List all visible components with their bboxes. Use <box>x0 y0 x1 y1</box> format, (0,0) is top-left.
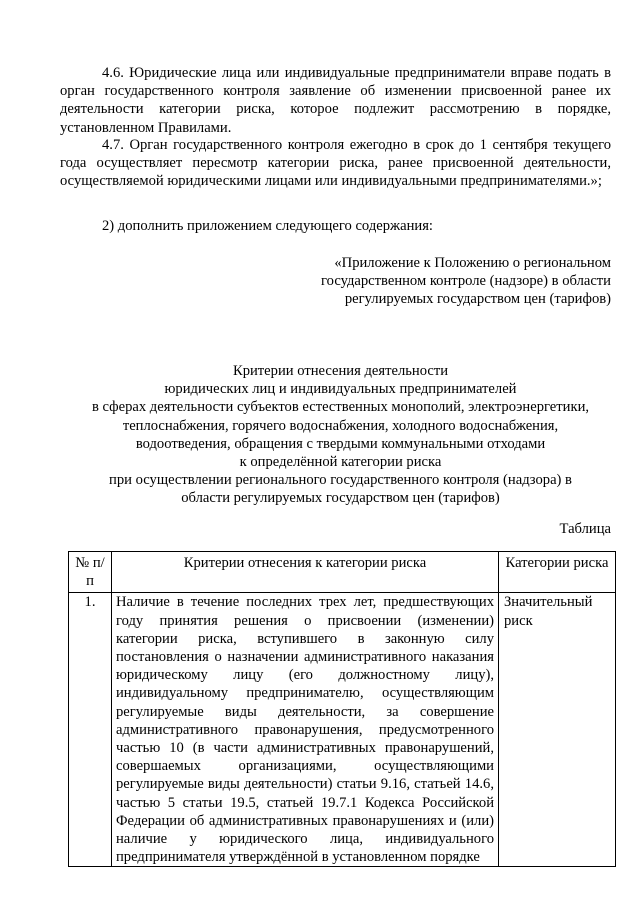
criteria-title <box>60 362 621 508</box>
table-row <box>69 593 616 867</box>
criteria-title-line: области регулируемых государством цен (тарифов) <box>181 490 500 507</box>
header-criteria: Критерии отнесения к категории риска <box>112 552 499 593</box>
appendix-header-line: государственном контроле (надзоре) в области <box>321 273 611 290</box>
criteria-title-line: водоотведения, обращения с твердыми коммунальными отходами <box>135 435 546 452</box>
header-category: Категории риска <box>499 552 616 593</box>
paragraph-4-7: 4.7. Орган государственного контроля ежегодно в срок до 1 сентября текущего года осуществляет пересмотр категории риска, ранее присвоенной деятельности, осуществляемой юридическими лицами или индивидуальными предпринимателями.»; <box>60 137 611 190</box>
appendix-header <box>281 254 611 309</box>
criteria-title-line: при осуществлении регионального государственного контроля (надзора) в <box>109 472 572 489</box>
table-label: Таблица <box>559 521 611 537</box>
appendix-header-line: «Приложение к Положению о региональном <box>334 255 611 271</box>
table-header-row <box>69 552 616 593</box>
criteria-title-line: в сферах деятельности субъектов естественных монополий, электроэнергетики, <box>91 399 590 416</box>
row-category: Значительный риск <box>499 593 616 867</box>
row-num: 1. <box>69 593 112 867</box>
paragraph-amendment-2: 2) дополнить приложением следующего содержания: <box>102 218 433 234</box>
header-num: № п/п <box>69 552 112 593</box>
criteria-title-line: Критерии отнесения деятельности <box>232 363 449 379</box>
criteria-title-line: юридических лиц и индивидуальных предпринимателей <box>164 381 517 398</box>
criteria-title-line: к определённой категории риска <box>239 454 442 471</box>
risk-criteria-table <box>68 551 616 867</box>
appendix-header-line: регулируемых государством цен (тарифов) <box>344 291 611 308</box>
row-criteria: Наличие в течение последних трех лет, предшествующих году принятия решения о присвоении (изменении) категории риска, вступившего в законную силу постановления о назначении административного наказания юридическому лицу (его должностному лицу), индивидуальному предпринимателю, осуществляющим регулируемые виды деятельности, за совершение административного правонарушения, предусмотренного частью 10 (в части административных правонарушений, совершаемых организациями, осуществляющими регулируемые виды деятельности) статьи 9.16, статьей 14.6, частью 5 статьи 19.5, статьей 19.7.1 Кодекса Российской Федерации об административных правонарушениях и (или) наличие у юридического лица, индивидуального предпринимателя утверждённой в установленном порядке <box>112 593 499 867</box>
criteria-title-line: теплоснабжения, горячего водоснабжения, холодного водоснабжения, <box>122 417 559 434</box>
paragraph-4-6: 4.6. Юридические лица или индивидуальные предприниматели вправе подать в орган государственного контроля заявление об изменении присвоенной ранее их деятельности категории риска, которое подлежит рассмотрению в порядке, установленном Правилами. <box>60 65 611 136</box>
